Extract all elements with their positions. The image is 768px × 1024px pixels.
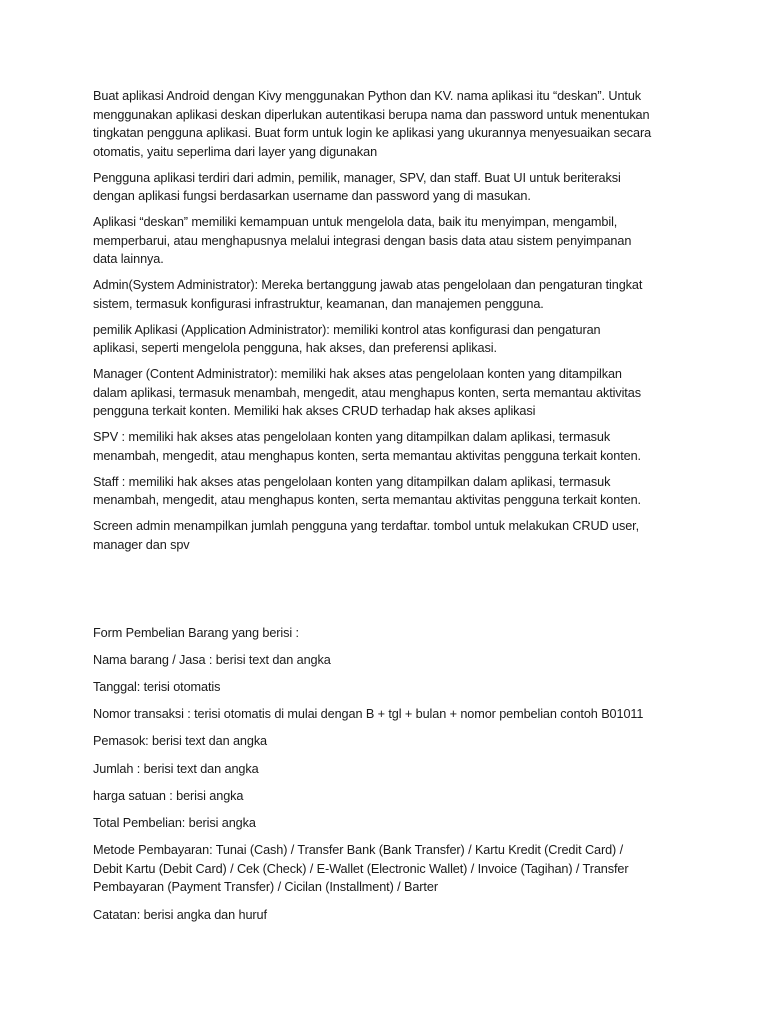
document-body (93, 87, 683, 933)
paragraph-date: Tanggal: terisi otomatis (93, 680, 221, 695)
paragraph-purchase-form-title: Form Pembelian Barang yang berisi : (93, 625, 299, 640)
paragraph-notes: Catatan: berisi angka dan huruf (93, 907, 267, 922)
paragraph-item-name: Nama barang / Jasa : berisi text dan angka (93, 652, 331, 667)
paragraph-payment-method: Metode Pembayaran: Tunai (Cash) / Transfer Bank (Bank Transfer) / Kartu Kredit (Credit Card) / Debit Kartu (Debit Card) / Cek (Check) / E-Wallet (Electronic Wallet) / Invoice (Tagihan) / Transfer Pembayaran (Payment Transfer) / Cicilan (Installment) / Barter (93, 843, 629, 895)
paragraph-data-management: Aplikasi “deskan” memiliki kemampuan untuk mengelola data, baik itu menyimpan, mengambil, memperbarui, atau menghapusnya melalui integrasi dengan basis data atau sistem penyimpanan data lainnya. (93, 215, 632, 267)
paragraph-unit-price: harga satuan : berisi angka (93, 788, 244, 803)
paragraph-total-purchase: Total Pembelian: berisi angka (93, 816, 256, 831)
paragraph-staff-role: Staff : memiliki hak akses atas pengelolaan konten yang ditampilkan dalam aplikasi, termasuk menambah, mengedit, atau menghapus konten, serta memantau aktivitas pengguna terkait konten. (93, 474, 641, 508)
paragraph-admin-screen: Screen admin menampilkan jumlah pengguna yang terdaftar. tombol untuk melakukan CRUD user, manager dan spv (93, 519, 640, 552)
paragraph-transaction-number: Nomor transaksi : terisi otomatis di mulai dengan B + tgl + bulan + nomor pembelian contoh B01011 (93, 707, 644, 722)
paragraph-admin-role: Admin(System Administrator): Mereka bertanggung jawab atas pengelolaan dan pengaturan tingkat sistem, termasuk konfigurasi infrastruktur, keamanan, dan manajemen pengguna. (93, 278, 643, 311)
paragraph-owner-role: pemilik Aplikasi (Application Administrator): memiliki kontrol atas konfigurasi dan pengaturan aplikasi, seperti mengelola pengguna, hak akses, dan preferensi aplikasi. (93, 322, 601, 356)
paragraph-users: Pengguna aplikasi terdiri dari admin, pemilik, manager, SPV, dan staff. Buat UI untuk beriteraksi dengan aplikasi fungsi berdasarkan username dan password yang di masukan. (93, 170, 621, 204)
paragraph-quantity: Jumlah : berisi text dan angka (93, 761, 259, 776)
section-spacer (93, 562, 683, 624)
paragraph-supplier: Pemasok: berisi text dan angka (93, 734, 268, 749)
paragraph-intro: Buat aplikasi Android dengan Kivy menggunakan Python dan KV. nama aplikasi itu “deskan”. Untuk menggunakan aplikasi deskan diperlukan autentikasi berupa nama dan password untuk menentukan tingkatan pengguna aplikasi. Buat form untuk login ke aplikasi yang ukurannya menyesuaikan secara otomatis, yaitu seperlima dari layer yang digunakan (93, 89, 652, 159)
paragraph-spv-role: SPV : memiliki hak akses atas pengelolaan konten yang ditampilkan dalam aplikasi, termasuk menambah, mengedit, atau menghapus konten, serta memantau aktivitas pengguna terkait konten. (93, 430, 641, 463)
paragraph-manager-role: Manager (Content Administrator): memiliki hak akses atas pengelolaan konten yang ditampilkan dalam aplikasi, termasuk menambah, mengedit, atau menghapus konten, serta memantau aktivitas pengguna terkait konten. Memiliki hak akses CRUD terhadap hak akses aplikasi (93, 367, 641, 419)
